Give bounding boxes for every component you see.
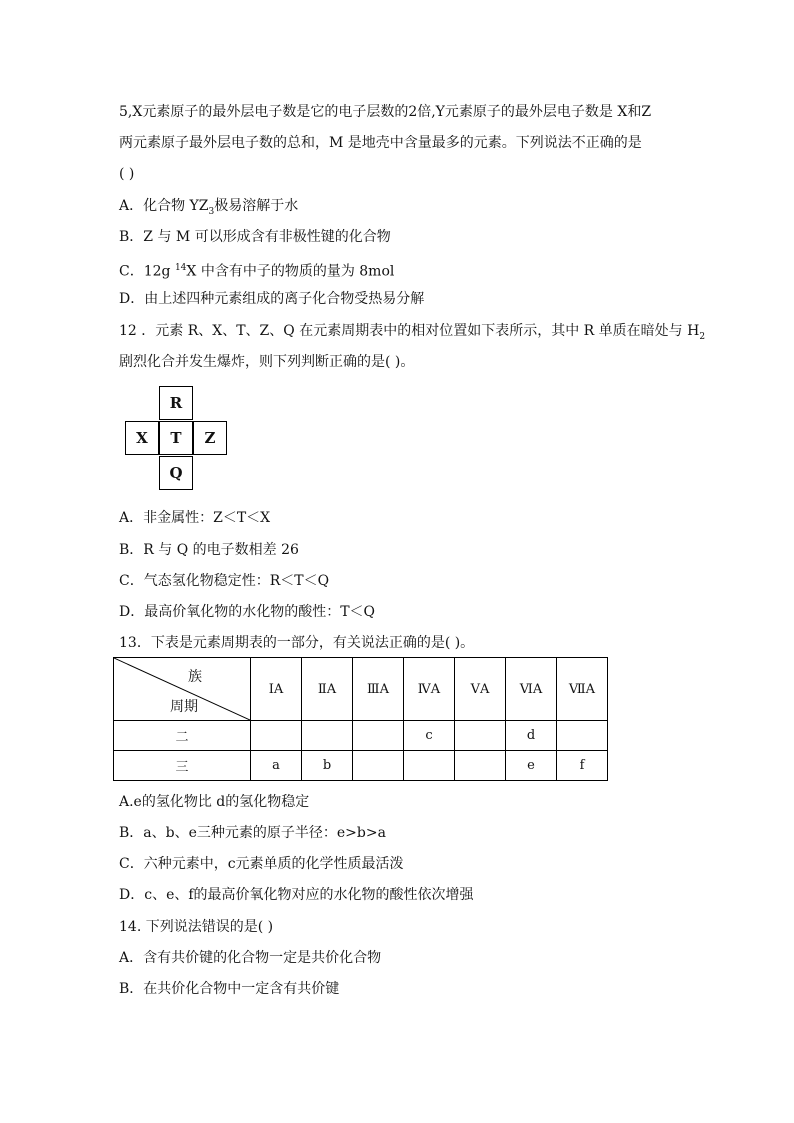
grid-cell-x: X [125,421,159,455]
q5-option-c-text: C．12g [119,263,175,280]
q12-option-a: A．非金属性：Z＜T＜X [119,510,271,526]
q5-option-c-superscript: 14 [174,263,187,273]
grid-cell-t: T [159,421,193,455]
table-cell: c [404,721,455,751]
table-cell: e [506,751,557,781]
corner-label-period: 周期 [170,699,198,715]
table-cell [353,721,404,751]
table-row [114,751,608,781]
group-header: ⅥA [506,658,557,721]
group-header: ⅣA [404,658,455,721]
q5-option-d: D．由上述四种元素组成的离子化合物受热易分解 [119,291,425,307]
table-header-row [114,658,608,721]
q13-option-d: D．c、e、f的最高价氧化物对应的水化物的酸性依次增强 [119,887,474,903]
group-header: ⅤA [455,658,506,721]
q14-option-a: A．含有共价键的化合物一定是共价化合物 [119,950,382,966]
periodic-table-fragment [113,657,608,781]
table-cell [353,751,404,781]
q12-option-d: D．最高价氧化物的水化物的酸性：T＜Q [119,604,376,620]
q12-option-b: B．R 与 Q 的电子数相差 26 [119,542,299,558]
q12-option-c: C．气态氢化物稳定性：R＜T＜Q [119,573,330,589]
table-cell [251,721,302,751]
table-row [114,721,608,751]
q5-stem-line2: 两元素原子最外层电子数的总和，M 是地壳中含量最多的元素。下列说法不正确的是 [119,135,642,151]
q13-option-c: C．六种元素中，c元素单质的化学性质最活泼 [119,856,404,872]
table-cell: f [557,751,608,781]
q13-option-b: B．a、b、e三种元素的原子半径：e>b>a [119,825,386,841]
table-cell [302,721,353,751]
q5-option-a-subscript: 3 [208,206,215,217]
q5-option-a [119,196,298,222]
group-header: ⅦA [557,658,608,721]
q13-stem: 13．下表是元素周期表的一部分，有关说法正确的是( )。 [119,635,475,651]
grid-cell-r: R [159,386,193,420]
table-cell: d [506,721,557,751]
q14-stem: 14. 下列说法错误的是( ) [119,919,274,935]
table-cell: a [251,751,302,781]
q12-stem-line1 [119,321,705,347]
table-corner-cell [114,658,251,721]
q12-stem-subscript: 2 [699,331,706,342]
q5-option-a-text-end: 极易溶解于水 [214,198,299,214]
q12-stem-line1-text: 12 ．元素 R、X、T、Z、Q 在元素周期表中的相对位置如下表所示，其中 R 单质在暗处与 H [119,323,700,339]
q5-option-c [119,258,394,282]
table-cell [455,721,506,751]
group-header: ⅠA [251,658,302,721]
q5-option-b: B．Z 与 M 可以形成含有非极性键的化合物 [119,229,391,245]
q14-option-b: B．在共价化合物中一定含有共价键 [119,981,340,997]
q5-option-c-text-end: X 中含有中子的物质的量为 8mol [186,263,395,280]
q5-stem-line1: 5,X元素原子的最外层电子数是它的电子层数的2倍,Y元素原子的最外层电子数是 X和Z [119,104,652,120]
q5-stem-line3: ( ) [119,166,135,182]
corner-label-group: 族 [188,669,202,685]
grid-cell-z: Z [193,421,227,455]
q5-option-a-text: A．化合物 YZ [119,198,209,214]
table-cell [557,721,608,751]
table-cell [455,751,506,781]
q12-stem-line2: 剧烈化合并发生爆炸，则下列判断正确的是( )。 [119,354,415,370]
period-label: 二 [114,721,251,751]
grid-cell-q: Q [159,456,193,490]
q13-option-a: A.e的氢化物比 d的氢化物稳定 [119,794,310,810]
group-header: ⅡA [302,658,353,721]
period-label: 三 [114,751,251,781]
table-cell: b [302,751,353,781]
table-cell [404,751,455,781]
group-header: ⅢA [353,658,404,721]
